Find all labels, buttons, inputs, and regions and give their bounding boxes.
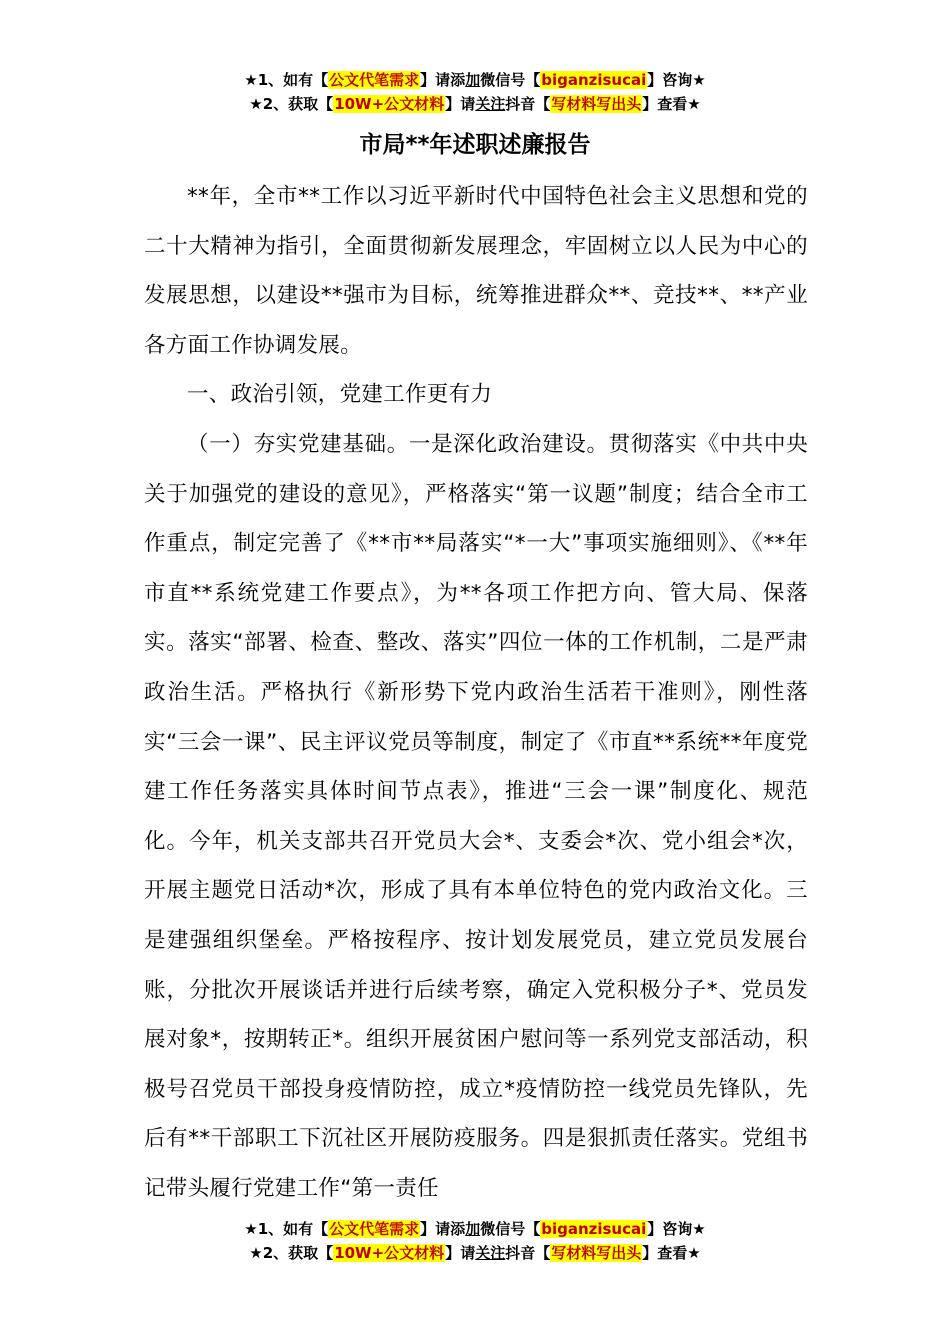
promo-highlight: 公文代笔需求 (329, 71, 420, 89)
promo-text: ★1、如有【 (244, 71, 329, 89)
header-promo-banner (0, 68, 950, 116)
promo-text: 】咨询★ (647, 71, 706, 89)
promo-underlined: 加 (465, 1220, 481, 1238)
promo-highlight: 10W+公文材料 (334, 1244, 445, 1262)
promo-text: 抖音【 (505, 95, 551, 113)
document-body (144, 172, 808, 1213)
promo-text: 】请添 (420, 71, 466, 89)
promo-text: ★1、如有【 (244, 1220, 329, 1238)
promo-text: 抖音【 (505, 1244, 551, 1262)
promo-highlight: 公文代笔需求 (329, 1220, 420, 1238)
section-heading: 一、政治引领，党建工作更有力 (187, 382, 493, 408)
promo-wechat-id: biganzisucai (541, 1220, 647, 1238)
promo-line-1 (0, 1217, 950, 1241)
promo-line-2 (0, 92, 950, 116)
promo-text: 】查看★ (642, 1244, 701, 1262)
promo-text: 微信号【 (480, 71, 541, 89)
promo-douyin-id: 写材料写出头 (551, 95, 642, 113)
promo-text: 微信号【 (480, 1220, 541, 1238)
promo-text: 】查看★ (642, 95, 701, 113)
footer-promo-banner (0, 1217, 950, 1265)
promo-text: 】请添 (420, 1220, 466, 1238)
promo-wechat-id: biganzisucai (541, 71, 647, 89)
promo-text: ★2、获取【 (249, 1244, 334, 1262)
promo-text: 】请 (445, 95, 476, 113)
promo-douyin-id: 写材料写出头 (551, 1244, 642, 1262)
promo-text: 】咨询★ (647, 1220, 706, 1238)
body-paragraph: （一）夯实党建基础。一是深化政治建设。贯彻落实《中共中央关于加强党的建设的意见》，严格落实“第一议题”制度；结合全市工作重点，制定完善了《**市**局落实“*一大”事项实施细则》、《**年市直**系统党建工作要点》，为**各项工作把方向、管大局、保落实。落实“部署、检查、整改、落实”四位一体的工作机制，二是严肃政治生活。严格执行《新形势下党内政治生活若干准则》，刚性落实“三会一课”、民主评议党员等制度，制定了《市直**系统**年度党建工作任务落实具体时间节点表》，推进“三会一课”制度化、规范化。今年，机关支部共召开党员大会*、支委会*次、党小组会*次，开展主题党日活动*次，形成了具有本单位特色的党内政治文化。三是建强组织堡垒。严格按程序、按计划发展党员，建立党员发展台账，分批次开展谈话并进行后续考察，确定入党积极分子*、党员发展对象*，按期转正*。组织开展贫困户慰问等一系列党支部活动，积极号召党员干部投身疫情防控，成立*疫情防控一线党员先锋队，先后有**干部职工下沉社区开展防疫服务。四是狠抓责任落实。党组书记带头履行党建工作“第一责任 (144, 431, 808, 1201)
intro-paragraph: **年，全市**工作以习近平新时代中国特色社会主义思想和党的二十大精神为指引，全面贯彻新发展理念，牢固树立以人民为中心的发展思想，以建设**强市为目标，统筹推进群众**、竞技**、**产业各方面工作协调发展。 (144, 184, 808, 358)
promo-underlined: 关注 (475, 1244, 506, 1262)
document-title: 市局**年述职述廉报告 (359, 132, 591, 158)
promo-text: ★2、获取【 (249, 95, 334, 113)
promo-highlight: 10W+公文材料 (334, 95, 445, 113)
promo-line-2 (0, 1241, 950, 1265)
promo-line-1 (0, 68, 950, 92)
promo-underlined: 关注 (475, 95, 506, 113)
promo-text: 】请 (445, 1244, 476, 1262)
promo-underlined: 加 (465, 71, 481, 89)
